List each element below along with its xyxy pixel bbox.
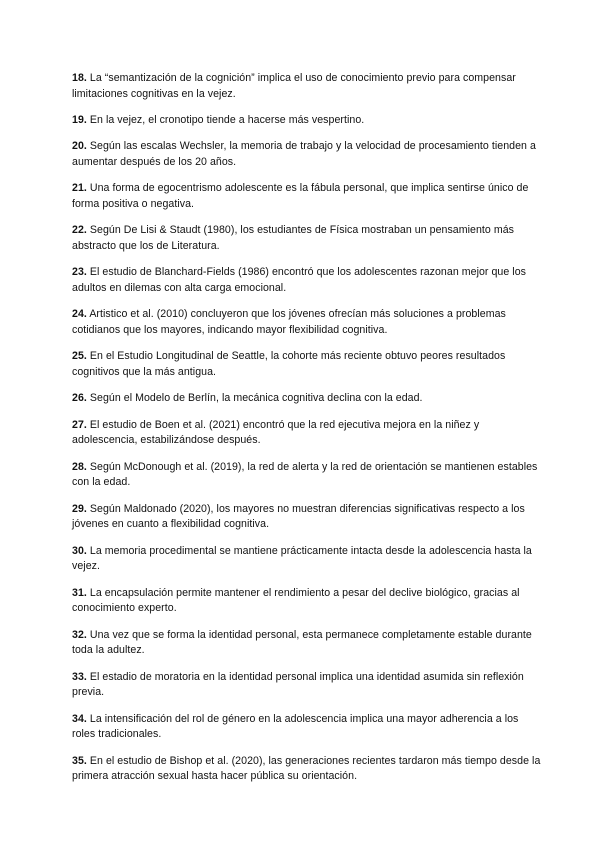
statement-19 (72, 113, 542, 129)
statement-text: La encapsulación permite mantener el rendimiento a pesar del declive biológico, gracias al conocimiento experto. (72, 586, 520, 615)
statement-text: Una forma de egocentrismo adolescente es la fábula personal, que implica sentirse único de forma positiva o negativa. (72, 182, 529, 210)
statement-text: La intensificación del rol de género en la adolescencia implica una mayor adherencia a los roles tradicionales. (72, 712, 519, 741)
statement-number: 35. (72, 754, 87, 767)
statement-number: 28. (72, 460, 87, 473)
statement-number: 20. (72, 140, 87, 153)
statement-number: 30. (72, 544, 87, 557)
statement-number: 33. (72, 670, 87, 683)
statement-32 (72, 628, 542, 659)
statement-24 (72, 307, 542, 338)
document-page (72, 71, 542, 796)
statement-text: El estadio de moratoria en la identidad personal implica una identidad asumida sin reflexión previa. (72, 670, 524, 699)
statement-number: 23. (72, 266, 87, 279)
statement-text: En el estudio de Bishop et al. (2020), las generaciones recientes tardaron más tiempo desde la primera atracción sexual hasta hacer pública su orientación. (72, 754, 541, 783)
statement-25 (72, 349, 542, 380)
statement-30 (72, 544, 542, 575)
statement-31 (72, 586, 542, 617)
statement-number: 31. (72, 586, 87, 599)
statement-text: Artistico et al. (2010) concluyeron que los jóvenes ofrecían más soluciones a problemas cotidianos que los mayores, indicando mayor flexibilidad cognitiva. (72, 308, 506, 336)
statement-22 (72, 223, 542, 254)
statement-number: 25. (72, 350, 87, 363)
statement-text: La memoria procedimental se mantiene prácticamente intacta desde la adolescencia hasta la vejez. (72, 544, 532, 573)
statement-number: 29. (72, 502, 87, 515)
statement-text: La “semantización de la cognición” implica el uso de conocimiento previo para compensar limitaciones cognitivas en la vejez. (72, 72, 516, 100)
statement-text: Una vez que se forma la identidad personal, esta permanece completamente estable durante toda la adultez. (72, 628, 532, 657)
statement-number: 32. (72, 628, 87, 641)
statement-number: 19. (72, 114, 87, 126)
statement-text: En la vejez, el cronotipo tiende a hacerse más vespertino. (89, 114, 365, 126)
statement-34 (72, 712, 542, 743)
statement-33 (72, 670, 542, 701)
statement-text: El estudio de Blanchard-Fields (1986) encontró que los adolescentes razonan mejor que los adultos en dilemas con alta carga emocional. (72, 266, 526, 294)
statement-text: En el Estudio Longitudinal de Seattle, la cohorte más reciente obtuvo peores resultados cognitivos que la más antigua. (72, 350, 506, 378)
statement-26 (72, 391, 542, 407)
statement-text: Según Maldonado (2020), los mayores no muestran diferencias significativas respecto a los jóvenes en cuanto a flexibilidad cognitiva. (72, 502, 525, 531)
statement-number: 24. (72, 308, 87, 321)
statement-28 (72, 460, 542, 491)
statement-27 (72, 418, 542, 449)
statement-35 (72, 754, 542, 785)
statement-text: Según De Lisi & Staudt (1980), los estudiantes de Física mostraban un pensamiento más abstracto que los de Literatura. (72, 224, 515, 252)
statement-number: 18. (72, 72, 87, 84)
statement-text: Según McDonough et al. (2019), la red de alerta y la red de orientación se mantienen estables con la edad. (72, 460, 538, 489)
statement-number: 27. (72, 418, 87, 431)
statement-21 (72, 181, 542, 212)
statement-number: 22. (72, 224, 87, 237)
statement-text: Según las escalas Wechsler, la memoria de trabajo y la velocidad de procesamiento tienden a aumentar después de los 20 años. (72, 140, 536, 168)
statement-text: El estudio de Boen et al. (2021) encontró que la red ejecutiva mejora en la niñez y adolescencia, estabilizándose después. (72, 418, 480, 447)
statement-29 (72, 502, 542, 533)
statement-number: 26. (72, 392, 87, 405)
statement-number: 34. (72, 712, 87, 725)
statement-text: Según el Modelo de Berlín, la mecánica cognitiva declina con la edad. (89, 392, 423, 405)
statement-23 (72, 265, 542, 296)
statement-18 (72, 71, 542, 102)
statement-number: 21. (72, 182, 87, 195)
statement-20 (72, 139, 542, 170)
